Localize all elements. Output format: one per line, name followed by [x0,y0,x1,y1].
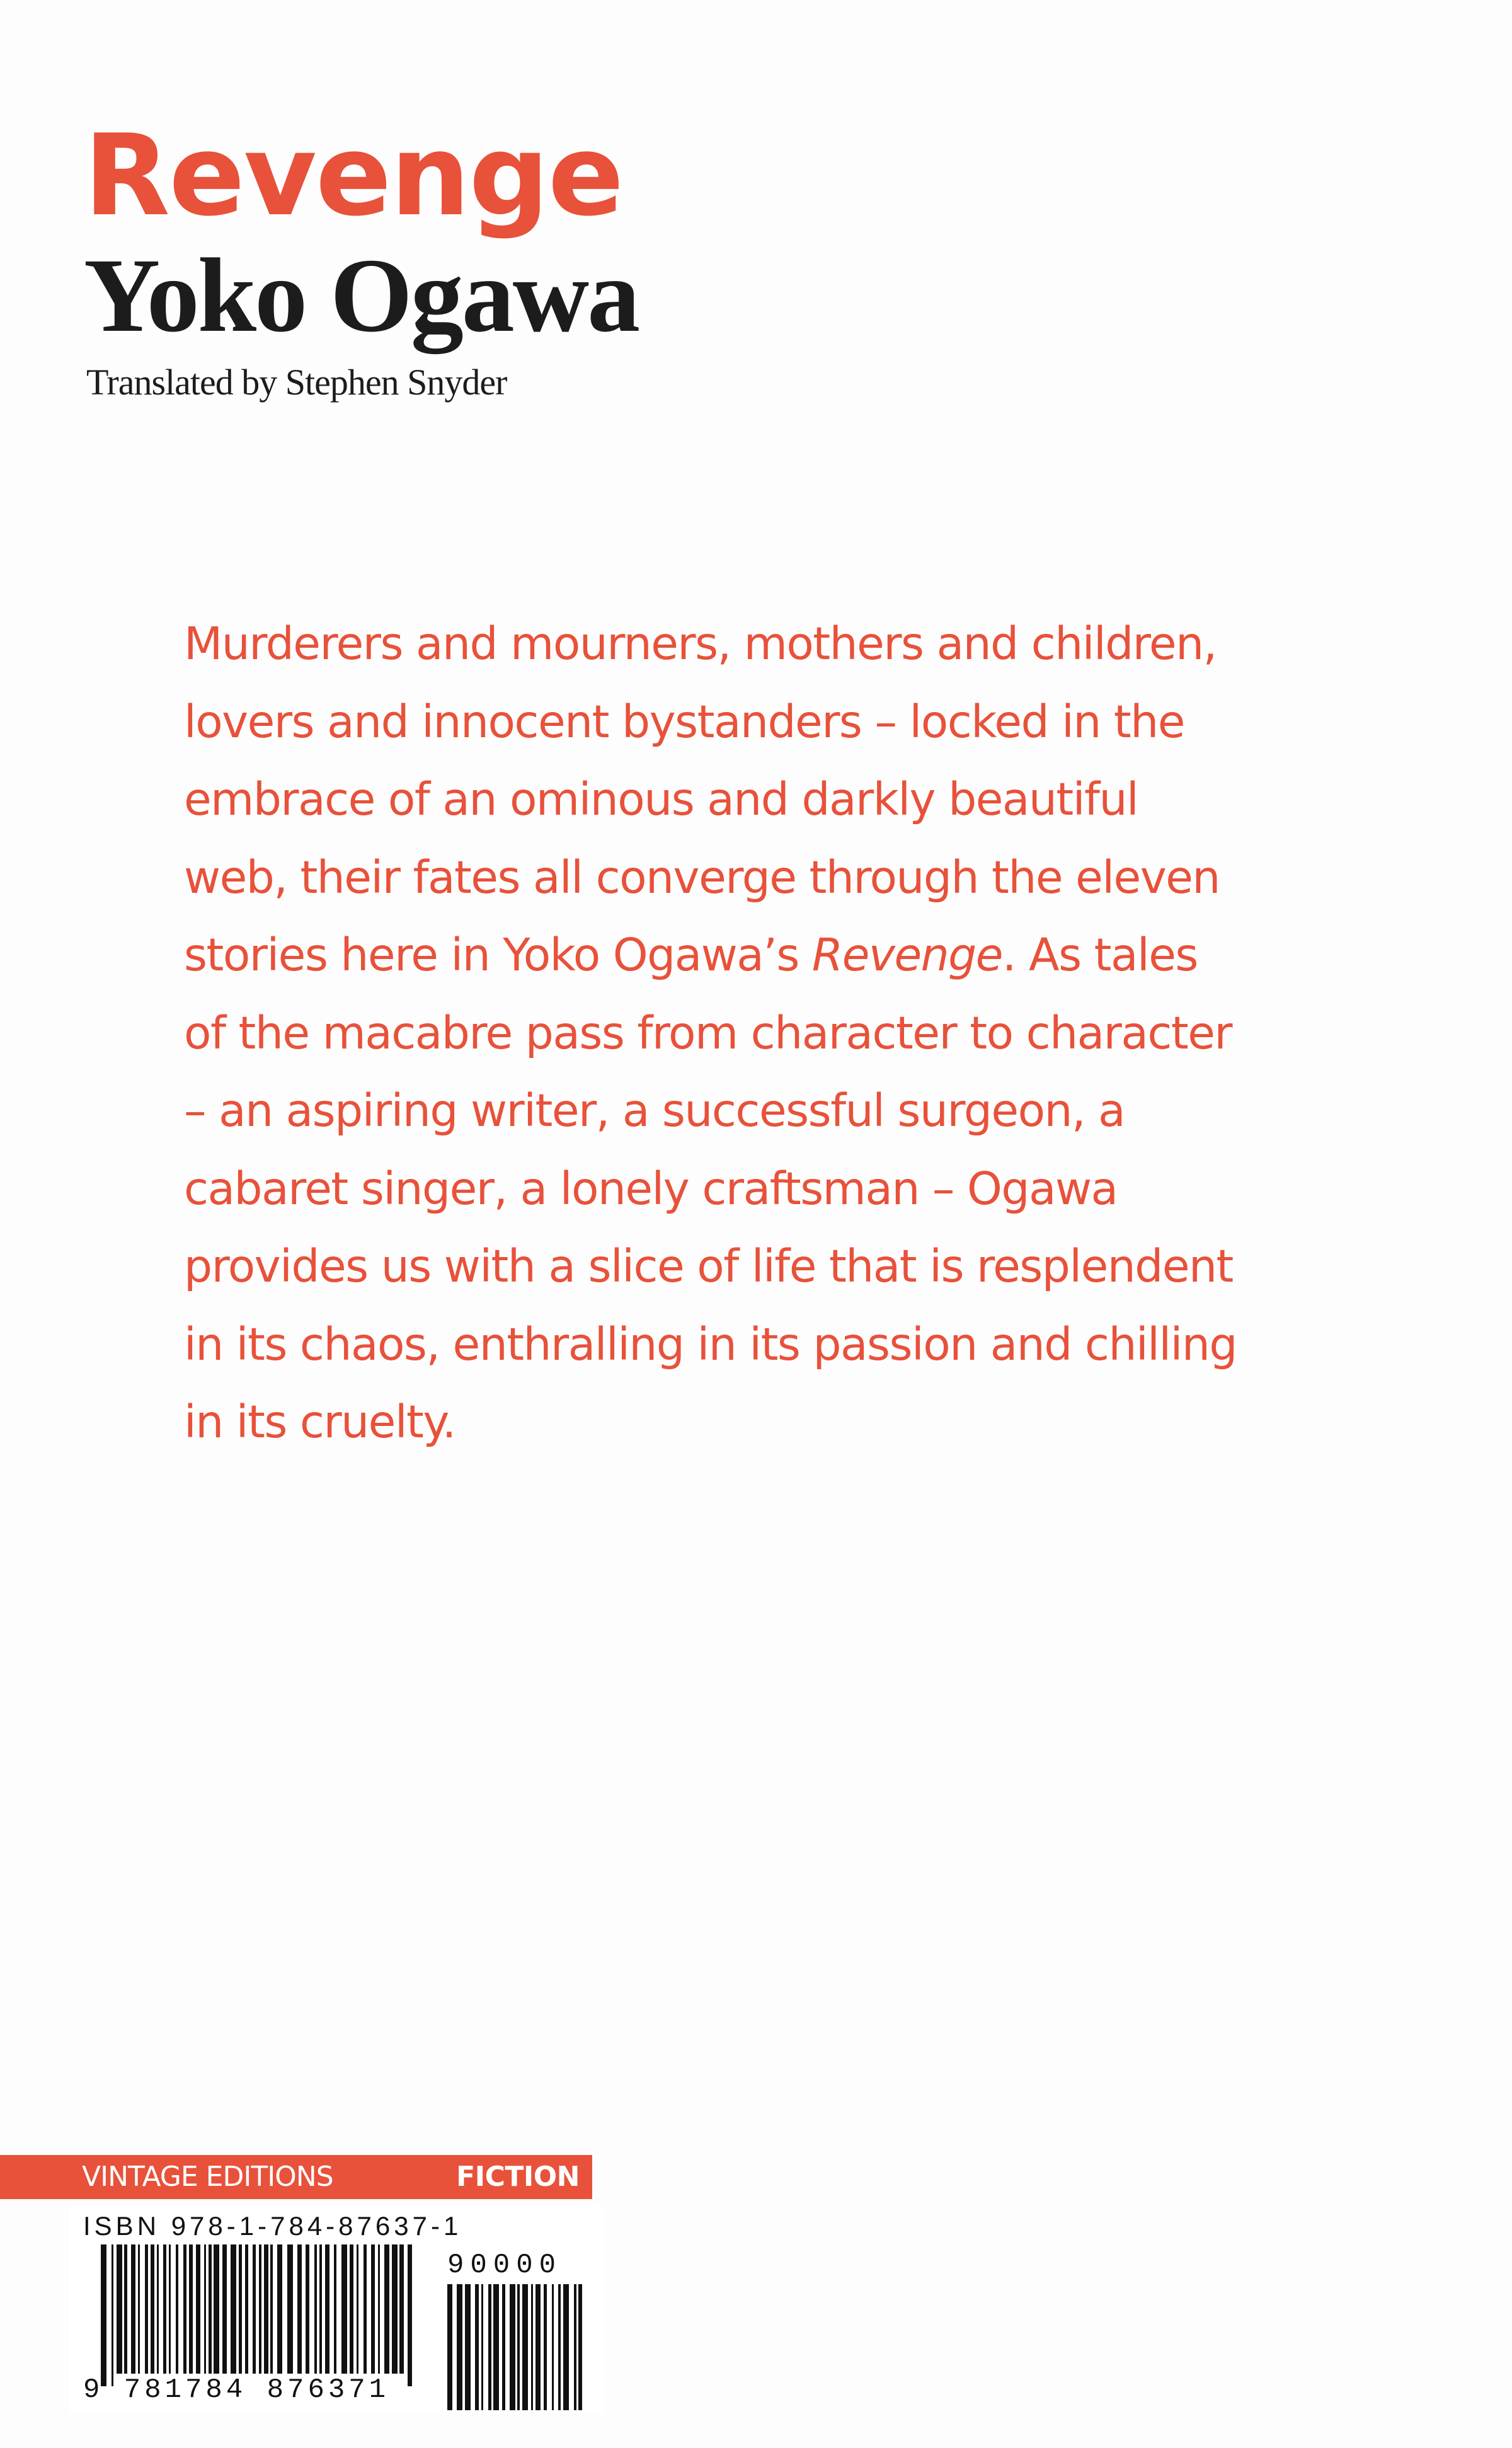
barcode-bar [138,2244,140,2374]
barcode-bar [245,2244,248,2374]
barcode-bar [157,2244,159,2374]
blurb-line: in its chaos, enthralling in its passion and chilling [184,1318,1237,1371]
barcode-bar [481,2284,483,2410]
book-title: Revenge [84,110,623,241]
barcode-bar [287,2244,293,2374]
barcode-bar [319,2244,322,2374]
barcode-bar [447,2284,452,2410]
barcode-bar [314,2244,317,2374]
blurb-line: embrace of an ominous and darkly beautiful [184,773,1138,825]
barcode-bar [277,2244,282,2374]
barcode-bar [563,2284,569,2410]
barcode-bar [364,2244,367,2374]
blurb-line [184,916,1356,994]
barcode-bar [231,2244,236,2374]
barcode-bar [488,2284,491,2410]
barcode-bar [169,2244,171,2374]
series-label: VINTAGE EDITIONS [82,2161,333,2193]
blurb-line: cabaret singer, a lonely craftsman – Ogawa [184,1162,1118,1215]
barcode-bar [176,2244,178,2374]
blurb-line: of the macabre pass from character to character [184,1006,1232,1059]
barcode-bar [325,2244,329,2374]
barcode-bar [544,2284,547,2410]
blurb-text: stories here in Yoko Ogawa’s [184,929,812,981]
category-label: FICTION [456,2161,580,2193]
barcode-bar [209,2244,212,2374]
barcode-bar [574,2284,576,2410]
barcode-bar [522,2284,528,2410]
barcode-bar [189,2244,193,2374]
barcode-bar [101,2244,106,2386]
blurb-title-italic: Revenge [811,929,1002,981]
barcode-bar [259,2244,261,2374]
blurb-line: lovers and innocent bystanders – locked in the [184,695,1184,748]
blurb-line: in its cruelty. [184,1396,455,1448]
barcode-bar [183,2244,186,2374]
barcode-bar [371,2244,375,2374]
barcode-bar [222,2244,227,2374]
barcode-bar [163,2244,166,2374]
barcode-bar [531,2284,533,2410]
blurb-line: web, their fates all converge through the eleven [184,851,1220,904]
barcode-bar [536,2284,541,2410]
ean-digits: 9 781784 876371 [83,2374,390,2406]
barcode-bar [306,2244,309,2374]
blurb-line: – an aspiring writer, a successful surgeon, a [184,1084,1125,1137]
blurb-line: provides us with a slice of life that is resplendent [184,1240,1233,1292]
barcode-bar [112,2244,113,2386]
imprint-bar [0,2155,592,2199]
barcode-bar [517,2284,520,2410]
barcode-bar [378,2244,380,2374]
barcode-bar [350,2244,353,2374]
barcode-bar [475,2284,479,2410]
blurb-text: . As tales [1002,929,1198,981]
barcode-bar [196,2244,200,2374]
barcode-bar [264,2244,268,2374]
barcode-bar [578,2284,582,2410]
barcode-bar [270,2244,273,2374]
barcode-bar [204,2244,206,2374]
back-cover-blurb [184,605,1356,1461]
barcode-bar [493,2284,499,2410]
blurb-line: Murderers and mourners, mothers and children, [184,618,1217,670]
barcode-bar [297,2244,302,2374]
barcode-bar [117,2244,122,2374]
barcode-bar [502,2284,505,2410]
barcode-bar [552,2284,554,2410]
barcode-bar [399,2244,404,2374]
barcode-bar [239,2244,242,2374]
barcode-bar [334,2244,336,2374]
author-name: Yoko Ogawa [84,237,639,354]
barcode-panel [69,2205,605,2413]
barcode-bar [131,2244,135,2374]
barcode-bar [558,2284,561,2410]
barcode-bar [151,2244,154,2374]
barcode-bar [392,2244,398,2374]
barcode-bar [341,2244,347,2374]
addon-barcode [447,2284,582,2410]
barcode-bar [145,2244,148,2374]
barcode-bar [408,2244,412,2386]
barcode-bar [510,2284,515,2410]
barcode-bar [465,2284,471,2410]
addon-digits: 90000 [447,2250,563,2281]
barcode-bar [384,2244,389,2374]
ean-barcode [101,2244,412,2386]
barcode-bar [357,2244,358,2374]
barcode-bar [214,2244,219,2374]
barcode-bar [457,2284,462,2410]
barcode-bar [253,2244,256,2374]
translator-credit: Translated by Stephen Snyder [86,362,507,403]
barcode-bar [124,2244,127,2374]
isbn-label: ISBN 978-1-784-87637-1 [83,2211,462,2241]
